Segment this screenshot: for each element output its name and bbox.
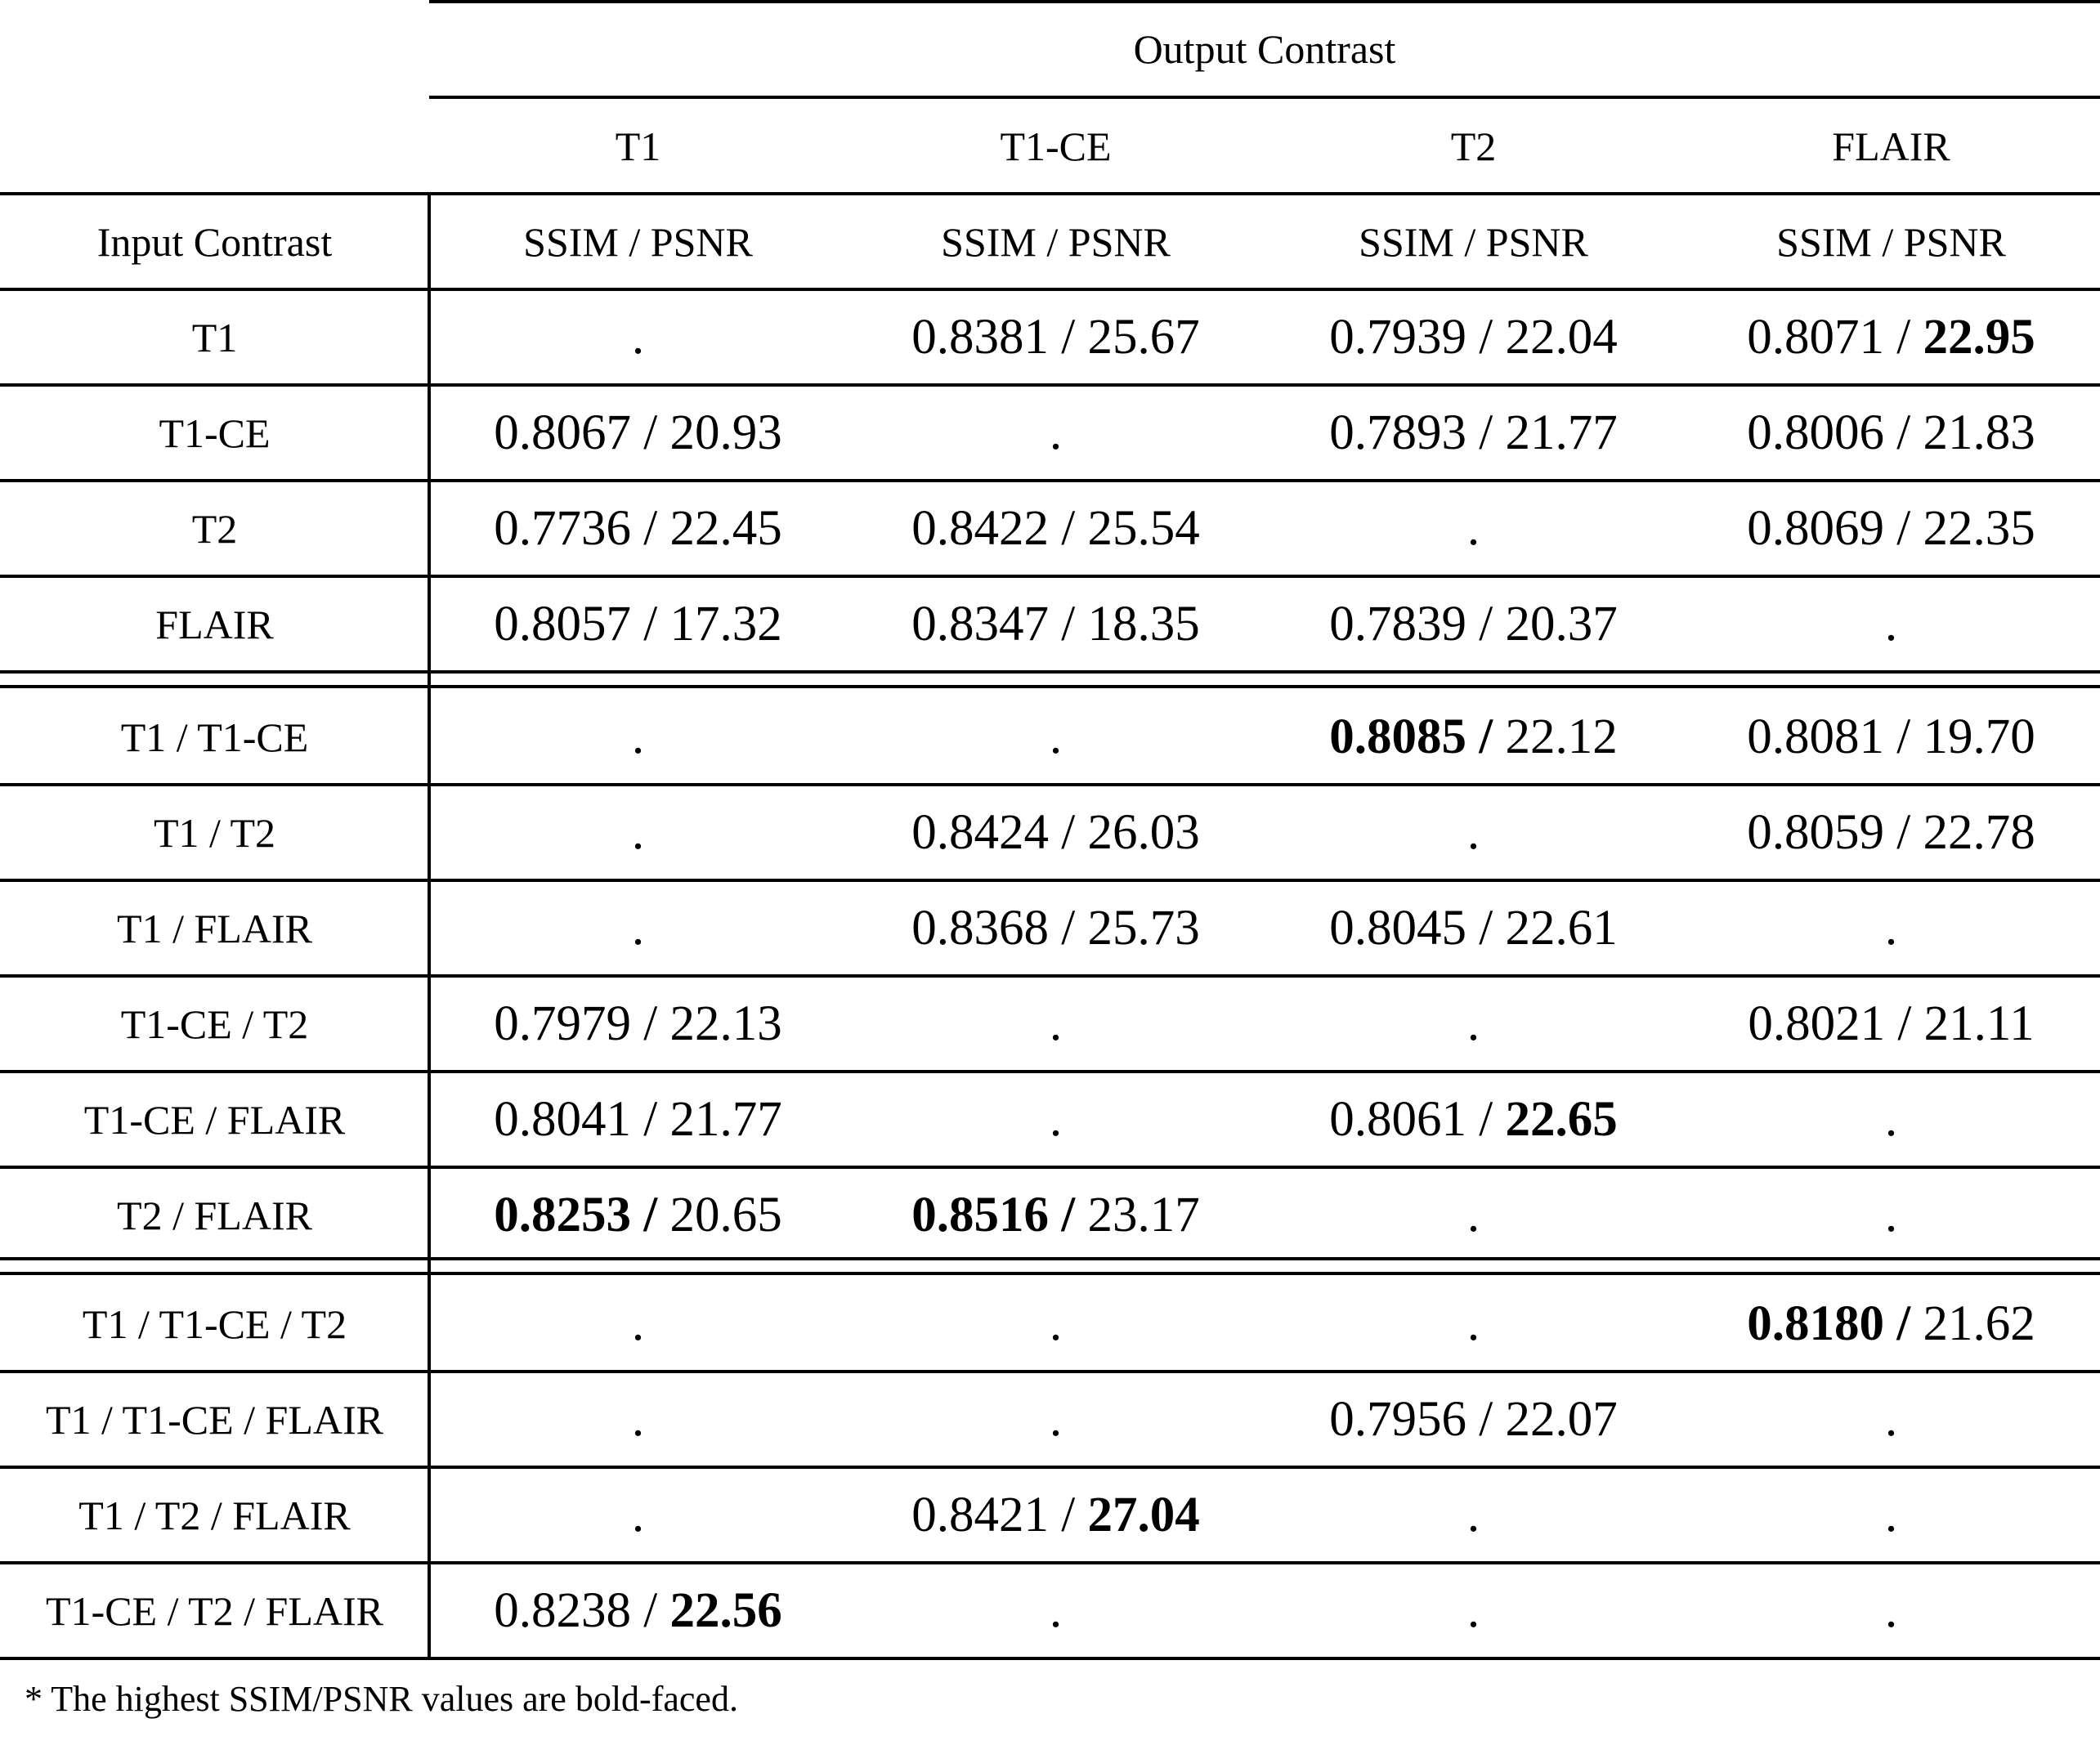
ssim-value: . <box>1884 900 1898 956</box>
ssim-value: . <box>1884 1091 1898 1147</box>
ssim-value: . <box>1884 1487 1898 1542</box>
table-cell <box>1682 385 2100 481</box>
value-separator: / <box>1466 709 1506 764</box>
table-cell <box>1265 481 1682 576</box>
ssim-value: 0.8180 <box>1747 1296 1885 1351</box>
psnr-value: 22.45 <box>669 500 782 556</box>
ssim-value: 0.8421 <box>911 1487 1050 1542</box>
value-separator: / <box>1884 500 1923 556</box>
table-cell <box>1265 689 1682 785</box>
value-separator: / <box>1885 996 1924 1051</box>
table-cell <box>847 1072 1265 1167</box>
psnr-value: 21.77 <box>1505 405 1618 460</box>
value-separator: / <box>1466 405 1506 460</box>
ssim-value: 0.8069 <box>1747 500 1885 556</box>
ssim-value: . <box>631 1487 645 1542</box>
psnr-value: 21.83 <box>1923 405 2035 460</box>
row-label: T1 <box>191 314 238 360</box>
table-cell <box>1682 1072 2100 1167</box>
ssim-value: 0.7939 <box>1329 309 1467 365</box>
table-cell <box>1265 1467 1682 1563</box>
psnr-value: 19.70 <box>1923 709 2035 764</box>
ssim-value: 0.8061 <box>1329 1091 1467 1147</box>
psnr-value: 22.12 <box>1505 709 1618 764</box>
psnr-value: 21.11 <box>1923 996 2035 1051</box>
ssim-value: 0.8253 <box>494 1187 632 1242</box>
psnr-value: 27.04 <box>1087 1487 1200 1542</box>
ssim-value: 0.7736 <box>494 500 632 556</box>
ssim-value: 0.8368 <box>911 900 1050 956</box>
ssim-value: . <box>1049 1296 1063 1351</box>
value-separator: / <box>1884 309 1923 365</box>
psnr-value: 23.17 <box>1087 1187 1200 1242</box>
rule-line <box>0 685 2100 688</box>
psnr-value: 18.35 <box>1087 596 1200 651</box>
table-cell <box>1265 576 1682 672</box>
value-separator: / <box>1049 1187 1088 1242</box>
psnr-value: 20.65 <box>669 1187 782 1242</box>
ssim-value: . <box>631 309 645 365</box>
psnr-value: 20.93 <box>669 405 782 460</box>
table-cell <box>1265 385 1682 481</box>
value-separator: / <box>1466 900 1506 956</box>
value-separator: / <box>1049 596 1088 651</box>
table-cell <box>1265 785 1682 880</box>
ssim-value: 0.8045 <box>1329 900 1467 956</box>
table-cell <box>429 1276 847 1372</box>
table-cell <box>1265 1167 1682 1263</box>
ssim-value: . <box>1049 1091 1063 1147</box>
value-separator: / <box>1884 405 1923 460</box>
ssim-value: . <box>1466 1487 1480 1542</box>
value-separator: / <box>1884 1296 1923 1351</box>
table-cell <box>429 785 847 880</box>
table-cell <box>1682 1467 2100 1563</box>
table-cell <box>1682 1563 2100 1658</box>
table-cell <box>429 976 847 1072</box>
ssim-value: . <box>1049 996 1063 1051</box>
ssim-value: 0.8021 <box>1748 996 1886 1051</box>
metric-header: SSIM / PSNR <box>1359 218 1588 265</box>
row-label: T1 / T2 / FLAIR <box>78 1492 351 1538</box>
ssim-value: . <box>1466 1187 1480 1242</box>
value-separator: / <box>1466 1391 1506 1447</box>
table-cell <box>1682 976 2100 1072</box>
value-separator: / <box>631 996 670 1051</box>
table-cell <box>847 880 1265 976</box>
ssim-value: . <box>1049 1391 1063 1447</box>
ssim-value: 0.8238 <box>494 1582 632 1638</box>
ssim-value: . <box>1466 996 1480 1051</box>
ssim-value: . <box>631 804 645 860</box>
value-separator: / <box>1466 596 1506 651</box>
ssim-value: . <box>1049 709 1063 764</box>
rule-line <box>0 1272 2100 1275</box>
table-footnote: * The highest SSIM/PSNR values are bold-faced. <box>25 1678 738 1719</box>
metric-header: SSIM / PSNR <box>523 218 753 265</box>
table-cell <box>1265 976 1682 1072</box>
ssim-value: 0.8041 <box>494 1091 632 1147</box>
table-cell <box>847 785 1265 880</box>
metric-header: SSIM / PSNR <box>941 218 1171 265</box>
psnr-value: 17.32 <box>669 596 782 651</box>
value-separator: / <box>1884 804 1923 860</box>
row-label: T2 <box>191 505 238 552</box>
value-separator: / <box>1466 1091 1506 1147</box>
ssim-value: 0.8381 <box>911 309 1050 365</box>
table-cell <box>429 689 847 785</box>
input-contrast-header: Input Contrast <box>96 218 333 265</box>
table-cell <box>847 1467 1265 1563</box>
row-label: T1 / T1-CE / T2 <box>82 1300 347 1347</box>
table-cell <box>429 1372 847 1467</box>
psnr-value: 22.56 <box>669 1582 782 1638</box>
table-cell <box>1682 576 2100 672</box>
psnr-value: 22.65 <box>1505 1091 1618 1147</box>
row-label: T1-CE / T2 <box>120 1000 309 1047</box>
column-header-t1-ce: T1-CE <box>1000 123 1112 169</box>
psnr-value: 21.62 <box>1923 1296 2035 1351</box>
psnr-value: 22.04 <box>1505 309 1618 365</box>
value-separator: / <box>631 596 670 651</box>
table-cell <box>847 576 1265 672</box>
ssim-value: . <box>631 1296 645 1351</box>
table-cell <box>847 481 1265 576</box>
ssim-value: 0.8057 <box>494 596 632 651</box>
value-separator: / <box>1049 900 1088 956</box>
ssim-value: 0.8006 <box>1747 405 1885 460</box>
row-label: T1-CE <box>159 410 271 456</box>
output-contrast-header: Output Contrast <box>1133 26 1396 72</box>
value-separator: / <box>631 500 670 556</box>
psnr-value: 22.13 <box>669 996 782 1051</box>
psnr-value: 25.67 <box>1087 309 1200 365</box>
row-label: T1 / T1-CE / FLAIR <box>46 1396 383 1443</box>
table-cell <box>847 1276 1265 1372</box>
ssim-value: . <box>1884 1582 1898 1638</box>
table-cell <box>429 1467 847 1563</box>
ssim-value: 0.8071 <box>1747 309 1885 365</box>
table-cell <box>1682 785 2100 880</box>
value-separator: / <box>1049 804 1088 860</box>
table-cell <box>429 289 847 385</box>
ssim-value: . <box>1466 804 1480 860</box>
table-cell <box>1265 1072 1682 1167</box>
table-cell <box>1682 689 2100 785</box>
table-cell <box>847 1563 1265 1658</box>
ssim-value: 0.7839 <box>1329 596 1467 651</box>
table-cell <box>1682 1276 2100 1372</box>
metric-header: SSIM / PSNR <box>1776 218 2006 265</box>
value-separator: / <box>631 1582 670 1638</box>
ssim-value: . <box>1049 1582 1063 1638</box>
ssim-value: . <box>631 1391 645 1447</box>
ssim-value: 0.7956 <box>1329 1391 1467 1447</box>
table-cell <box>429 385 847 481</box>
table-cell <box>429 880 847 976</box>
table-cell <box>847 1167 1265 1263</box>
psnr-value: 22.78 <box>1923 804 2035 860</box>
table-cell <box>429 1563 847 1658</box>
column-header-flair: FLAIR <box>1832 123 1950 169</box>
table-cell <box>429 1167 847 1263</box>
table-cell <box>847 976 1265 1072</box>
psnr-value: 22.61 <box>1505 900 1618 956</box>
value-separator: / <box>1049 500 1088 556</box>
ssim-value: 0.8347 <box>911 596 1050 651</box>
table-cell <box>847 385 1265 481</box>
table-cell <box>847 1372 1265 1467</box>
row-label: T1 / T1-CE <box>120 714 309 760</box>
table-cell <box>1682 1372 2100 1467</box>
ssim-value: . <box>1466 1296 1480 1351</box>
column-header-t2: T2 <box>1450 123 1497 169</box>
value-separator: / <box>631 1091 670 1147</box>
ssim-value: 0.7979 <box>494 996 632 1051</box>
table-cell <box>1265 289 1682 385</box>
ssim-value: . <box>1049 405 1063 460</box>
ssim-value: . <box>1884 1187 1898 1242</box>
ssim-value: . <box>1884 1391 1898 1447</box>
table-cell <box>429 576 847 672</box>
row-label: FLAIR <box>155 601 274 647</box>
value-separator: / <box>1049 309 1088 365</box>
ssim-value: 0.8085 <box>1329 709 1467 764</box>
ssim-value: 0.8424 <box>911 804 1050 860</box>
ssim-value: 0.8067 <box>494 405 632 460</box>
table-cell <box>1265 1276 1682 1372</box>
table-cell <box>429 481 847 576</box>
ssim-value: . <box>1466 1582 1480 1638</box>
column-header-t1: T1 <box>615 123 661 169</box>
row-label: T1-CE / FLAIR <box>83 1096 346 1143</box>
psnr-value: 26.03 <box>1087 804 1200 860</box>
value-separator: / <box>1049 1487 1088 1542</box>
table-cell <box>429 1072 847 1167</box>
psnr-value: 22.95 <box>1923 309 2035 365</box>
psnr-value: 20.37 <box>1505 596 1618 651</box>
psnr-value: 25.54 <box>1087 500 1200 556</box>
ssim-value: . <box>1466 500 1480 556</box>
table-cell <box>847 289 1265 385</box>
table-cell <box>1265 1563 1682 1658</box>
table-cell <box>1682 1167 2100 1263</box>
ssim-value: . <box>1884 596 1898 651</box>
table-cell <box>1682 481 2100 576</box>
table-cell <box>1682 289 2100 385</box>
table-cell <box>1682 880 2100 976</box>
table-cell <box>847 689 1265 785</box>
table-cell <box>1265 880 1682 976</box>
ssim-value: 0.8516 <box>911 1187 1050 1242</box>
psnr-value: 21.77 <box>669 1091 782 1147</box>
psnr-value: 22.35 <box>1923 500 2035 556</box>
value-separator: / <box>631 1187 670 1242</box>
ssim-value: . <box>631 709 645 764</box>
row-label: T1-CE / T2 / FLAIR <box>46 1587 383 1634</box>
table-cell <box>1265 1372 1682 1467</box>
psnr-value: 25.73 <box>1087 900 1200 956</box>
ssim-value: 0.8081 <box>1747 709 1885 764</box>
value-separator: / <box>1466 309 1506 365</box>
ssim-value: 0.8422 <box>911 500 1050 556</box>
ssim-value: 0.8059 <box>1747 804 1885 860</box>
row-label: T2 / FLAIR <box>117 1192 312 1238</box>
ssim-value: . <box>631 900 645 956</box>
value-separator: / <box>631 405 670 460</box>
value-separator: / <box>1884 709 1923 764</box>
ssim-value: 0.7893 <box>1329 405 1467 460</box>
psnr-value: 22.07 <box>1505 1391 1618 1447</box>
row-label: T1 / T2 <box>153 809 276 856</box>
row-label: T1 / FLAIR <box>117 905 312 951</box>
